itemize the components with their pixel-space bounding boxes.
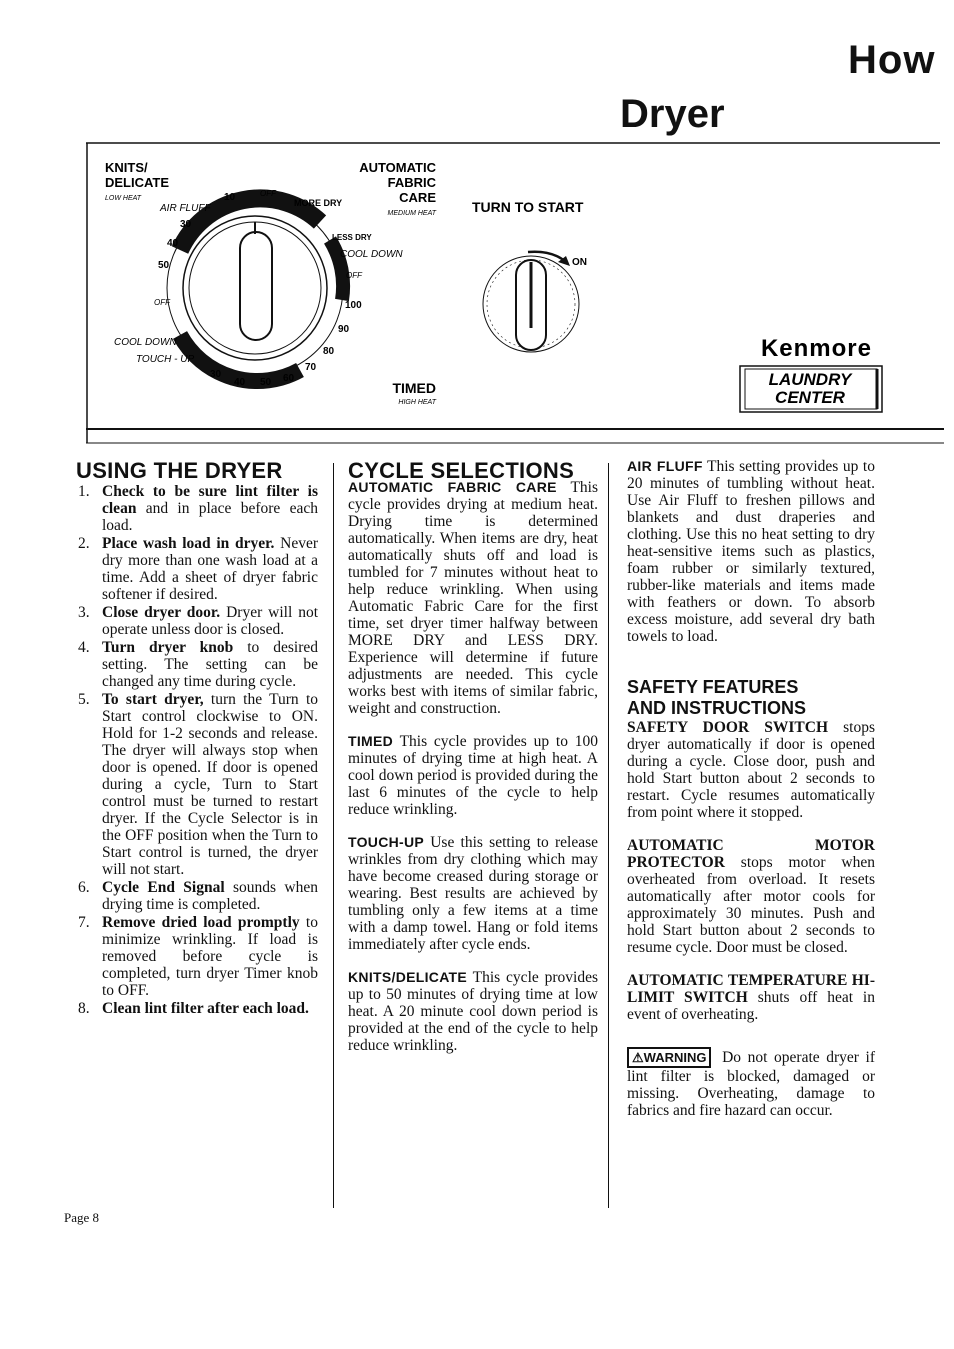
using-step-4	[76, 639, 318, 690]
step-text: to desired setting. The setting can be changed any time during cycle.	[102, 639, 318, 690]
using-step-6	[76, 879, 318, 913]
step-text: Dryer will not operate unless door is closed.	[102, 604, 319, 638]
mark-off-right: OFF	[346, 271, 362, 280]
cycle-selections-section	[348, 458, 598, 1054]
step-lead: Turn dryer knob	[102, 639, 234, 656]
auto-label-3: CARE	[399, 190, 436, 205]
step-number: 2.	[78, 535, 90, 552]
step-number: 3.	[78, 604, 90, 621]
step-number: 8.	[78, 1000, 90, 1017]
auto-label-1: AUTOMATIC	[359, 160, 436, 175]
paragraph-temp-limit-switch: AUTOMATIC TEMPERATURE HI-LIMIT SWITCH shuts off heat in event of overheating.	[627, 972, 875, 1023]
step-text: turn the Turn to Start control clockwise to ON. Hold for 1-2 seconds and release. The dryer will always stop when door is opened. If door is opened during a cycle, Turn to Start control must be turned to restart dryer. If the Cycle Selector is in the OFF position when the Turn to Start control is turned, the dryer will not start.	[102, 691, 318, 878]
step-number: 5.	[78, 691, 90, 708]
knits-label-2: DELICATE	[105, 175, 170, 190]
mark-off-left: OFF	[154, 298, 170, 307]
step-lead: Place wash load in dryer.	[102, 535, 275, 552]
mark-30-bottom: 30	[210, 369, 222, 380]
mark-less-dry: LESS DRY	[332, 233, 372, 242]
using-step-7	[76, 914, 318, 999]
step-lead: Clean lint filter after each load.	[102, 1000, 309, 1017]
step-number: 7.	[78, 914, 90, 931]
paragraph-safety-door-switch: SAFETY DOOR SWITCH stops dryer automatically if door is opened during a cycle. Close door, push and hold Start button about 2 seconds to restart. Cycle resumes automatically from point where it stopped.	[627, 719, 876, 821]
step-text: Never dry more than one wash load at a time. Add a sheet of dryer fabric softener if desired.	[102, 535, 318, 603]
warning-badge: ⚠WARNING	[627, 1047, 711, 1068]
step-lead: Check to be sure lint filter is clean	[102, 483, 318, 517]
paragraph-knits-delicate: KNITS/DELICATE This cycle provides up to 50 minutes of drying time at low heat. A 20 minute cool down period is provided at the end of the cycle to help reduce wrinkling.	[348, 969, 598, 1054]
using-step-5	[76, 691, 318, 878]
page-heading-how: How	[848, 38, 936, 82]
step-number: 6.	[78, 879, 90, 896]
step-lead: To start dryer,	[102, 691, 204, 708]
section-title-cycles: CYCLE SELECTIONS	[348, 458, 575, 483]
step-lead: Cycle End Signal	[102, 879, 225, 896]
mark-60: 60	[283, 373, 295, 384]
page-heading-dryer: Dryer	[620, 92, 725, 136]
knits-sub: LOW HEAT	[105, 195, 142, 202]
mark-30-left: 30	[180, 219, 192, 230]
step-number: 1.	[78, 483, 90, 500]
mark-cool-down-right: COOL DOWN	[340, 249, 403, 260]
auto-label-2: FABRIC	[387, 175, 436, 190]
on-label: ON	[572, 257, 587, 268]
step-text: and in place before each load.	[102, 500, 318, 534]
step-number: 4.	[78, 639, 90, 656]
mark-50-bottom: 50	[260, 377, 272, 388]
mark-touch-up: TOUCH - UP	[136, 354, 195, 365]
using-step-1	[76, 483, 318, 534]
mark-cool-down-left: COOL DOWN	[114, 337, 177, 348]
start-knob	[483, 252, 587, 352]
mark-80: 80	[323, 346, 335, 357]
paragraph-warning: ⚠WARNING Do not operate dryer if lint filter is blocked, damaged or missing. Overheating, damage to fabrics and fire hazard can occur.	[627, 1049, 875, 1119]
mark-40-left: 40	[167, 238, 179, 249]
using-step-3	[76, 604, 318, 638]
dial-knob-grip	[240, 232, 272, 340]
badge-line-1: LAUNDRY	[768, 370, 852, 389]
paragraph-auto-fabric-care: AUTOMATIC FABRIC CARE This cycle provides drying at medium heat. Drying time is determined automatically. When items are dry, heat automatically shuts off and load is tumbled for 7 minutes without heat to help reduce wrinkling. When using Automatic Fabric Care for the first time, set dryer timer halfway between MORE DRY and LESS DRY. Experience will determine if future adjustments are needed. This cycle works best with items of similar fabric, weight and construction.	[348, 479, 598, 717]
auto-sub: MEDIUM HEAT	[387, 210, 436, 217]
step-lead: Close dryer door.	[102, 604, 221, 621]
step-text: sounds when drying time is completed.	[102, 879, 318, 913]
safety-title-line-2: AND INSTRUCTIONS	[627, 698, 806, 718]
mark-100: 100	[345, 300, 362, 311]
mark-10: 10	[224, 192, 236, 203]
column-divider-1	[333, 463, 334, 1208]
paragraph-motor-protector: AUTOMATIC MOTOR PROTECTOR stops motor when overheated from overload. It resets automatically after motor cools for approximately 30 minutes. Push and hold Start button about 2 seconds to resume cycle. Door must be closed.	[627, 837, 875, 956]
control-panel-illustration	[0, 0, 954, 450]
step-text: to minimize wrinkling. If load is removed before cycle is completed, turn dryer Timer knob to OFF.	[102, 914, 318, 999]
right-column	[627, 458, 875, 1119]
paragraph-air-fluff: AIR FLUFF This setting provides up to 20 minutes of tumbling without heat. Use Air Fluff to freshen pillows and blankets and dust draperies and clothing. Use this no heat setting to dry heat-sensitive items such as plastics, foam rubber or similarly textured, rubber-like materials and items made with feathers or down. To absorb excess moisture, add several dry bath towels to load.	[627, 458, 875, 645]
using-step-2	[76, 535, 318, 603]
brand-logo: Kenmore	[760, 335, 872, 362]
mark-40-bottom: 40	[234, 377, 246, 388]
page-number: Page 8	[64, 1210, 100, 1225]
timed-label: TIMED	[392, 380, 436, 396]
using-steps-list	[76, 483, 318, 1017]
turn-to-start-label: TURN TO START	[472, 199, 584, 215]
mark-90: 90	[338, 324, 350, 335]
badge-line-2: CENTER	[775, 388, 845, 407]
mark-70: 70	[305, 362, 317, 373]
using-the-dryer-section	[76, 458, 319, 1018]
timed-sub: HIGH HEAT	[398, 399, 436, 406]
paragraph-touch-up: TOUCH-UP Use this setting to release wrinkles from dry clothing which may have become creased during storage or wearing. Best results are achieved by tumbling only a few items at a time with a damp towel. Hang or fold items immediately after cycle ends.	[348, 834, 598, 953]
mark-more-dry: MORE DRY	[294, 198, 343, 208]
mark-off-top: OFF	[260, 189, 276, 198]
knits-label-1: KNITS/	[105, 160, 148, 175]
column-divider-2	[608, 463, 609, 1208]
step-lead: Remove dried load promptly	[102, 914, 300, 931]
using-step-8	[76, 1000, 318, 1017]
section-title-using: USING THE DRYER	[76, 458, 283, 483]
mark-50-left: 50	[158, 260, 170, 271]
safety-title-line-1: SAFETY FEATURES	[627, 677, 799, 697]
paragraph-timed: TIMED This cycle provides up to 100 minutes of drying time at high heat. A cool down period is provided during the last 6 minutes of the cycle to help reduce wrinkling.	[348, 733, 598, 818]
mark-air-fluff: AIR FLUFF	[160, 203, 211, 214]
